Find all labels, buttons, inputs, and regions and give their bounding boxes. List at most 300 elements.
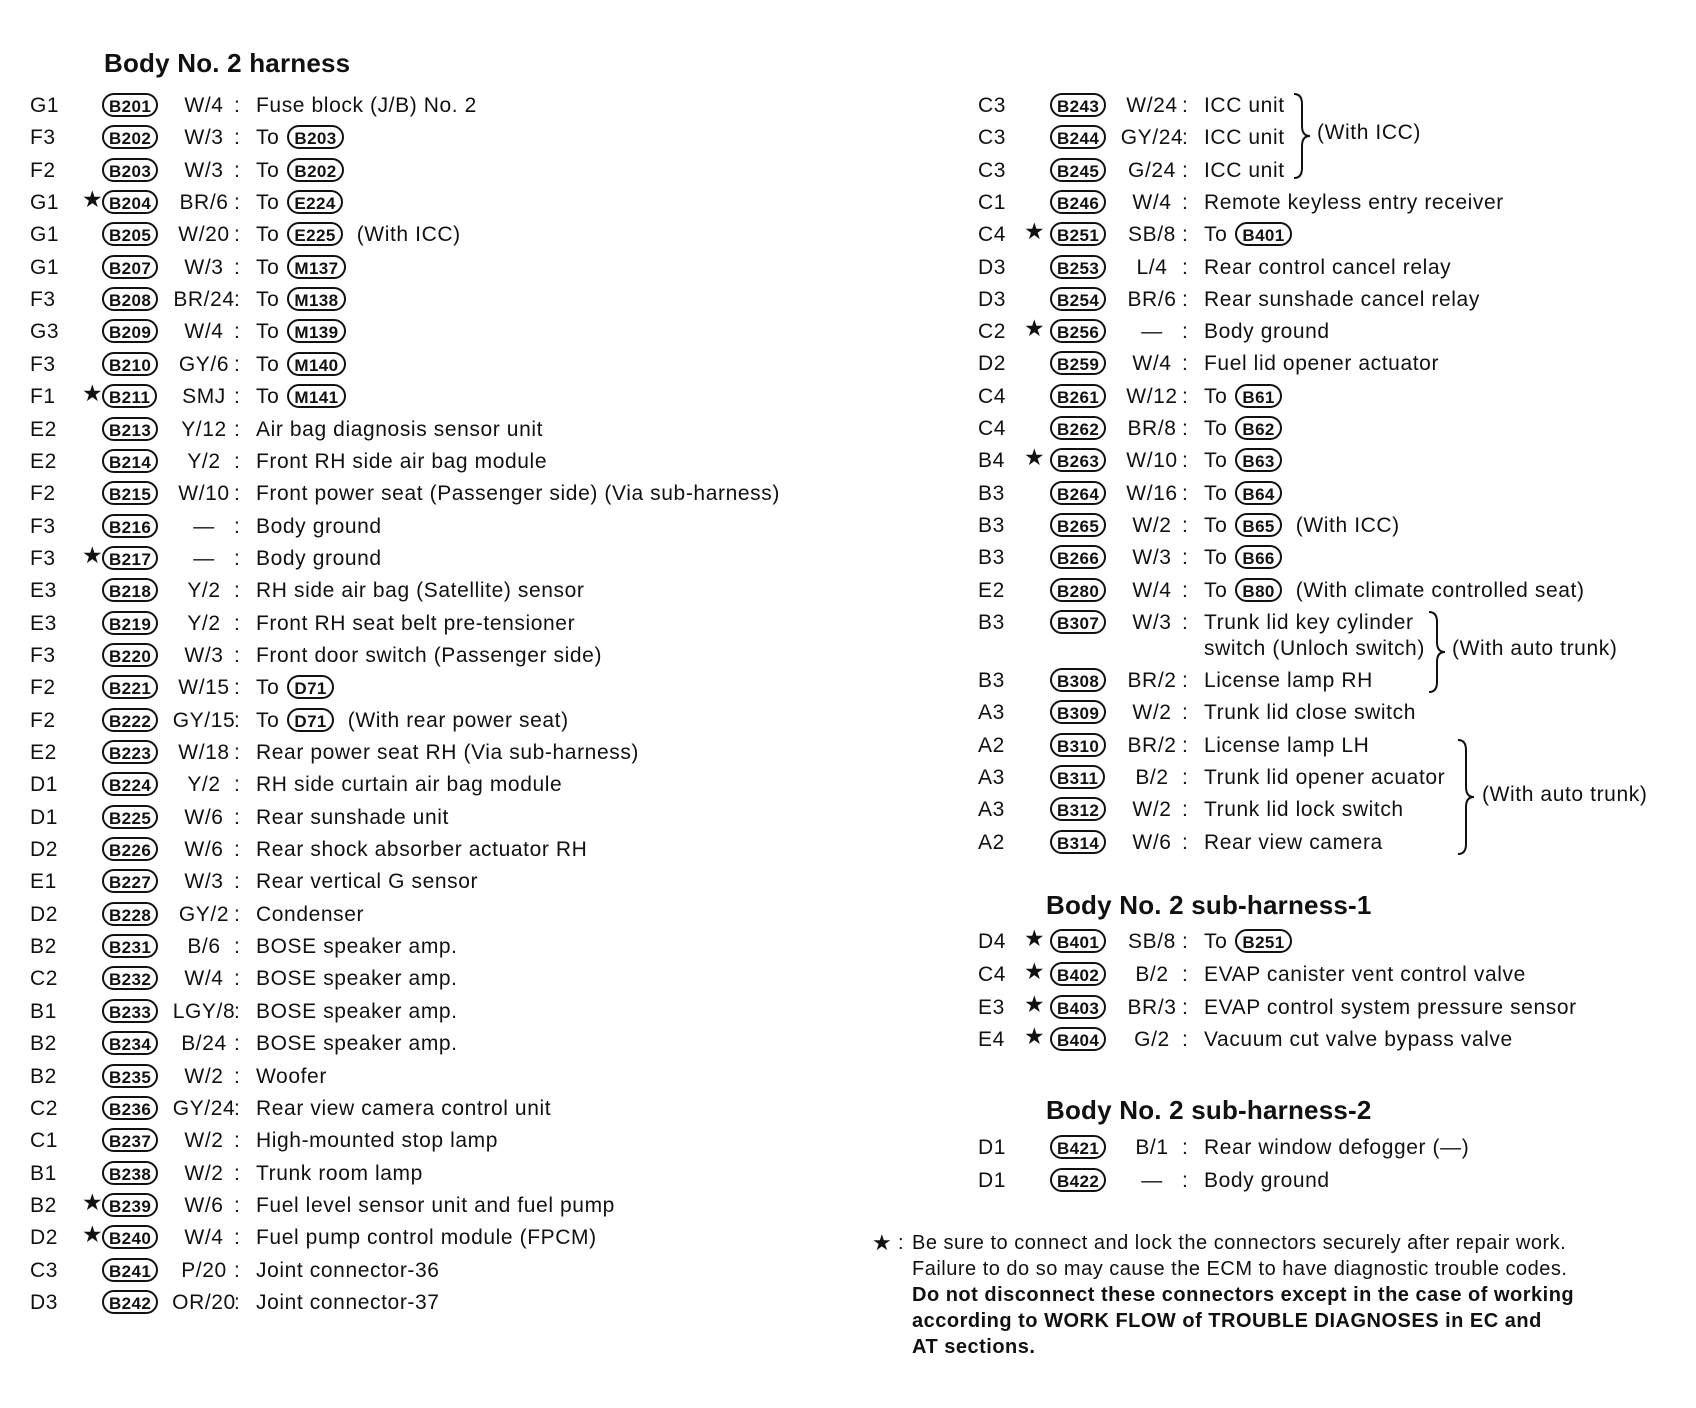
wire-spec: — (193, 546, 215, 570)
connector-badge: B421 (1050, 1135, 1106, 1159)
connector-row (30, 640, 850, 672)
wire-spec: Y/2 (187, 773, 221, 797)
connector-badge-wrap (102, 349, 158, 381)
description (1204, 542, 1282, 574)
connector-badge-wrap (102, 414, 158, 446)
connector-badge-wrap (102, 834, 158, 866)
brace-label-with-auto-trunk-2: (With auto trunk) (1482, 783, 1648, 806)
condition-note: (With climate controlled seat) (1295, 578, 1585, 602)
description-text: Rear view camera control unit (256, 1096, 552, 1120)
description (256, 899, 364, 931)
target-connector-badge: M137 (287, 255, 345, 279)
connector-row (30, 899, 850, 931)
grid-ref: B4 (978, 449, 1005, 473)
section-title-sub-harness-1: Body No. 2 sub-harness-1 (1046, 890, 1372, 920)
description (256, 1222, 597, 1254)
footnote-line-2: Failure to do so may cause the ECM to have diagnostic trouble codes. (912, 1258, 1568, 1280)
grid-ref: G3 (30, 320, 60, 344)
connector-row (30, 349, 850, 381)
brace-icc (1292, 92, 1312, 185)
colon-separator: : (234, 643, 241, 667)
connector-badge-wrap (102, 252, 158, 284)
grid-ref: C1 (30, 1129, 59, 1153)
connector-row (978, 1132, 1638, 1164)
connector-row (978, 284, 1638, 316)
description (256, 1190, 615, 1222)
description (256, 252, 346, 284)
connector-row (978, 381, 1638, 413)
wire-spec: W/6 (184, 805, 224, 829)
condition-note: (With rear power seat) (347, 708, 569, 732)
colon-separator: : (234, 741, 241, 764)
star-icon: ★ (82, 186, 104, 213)
grid-ref: B2 (30, 935, 57, 959)
description (1204, 413, 1282, 445)
connector-badge-wrap (1050, 381, 1106, 413)
description-text: BOSE speaker amp. (256, 1032, 458, 1056)
connector-badge: B211 (102, 384, 157, 408)
wire-spec: W/24 (1126, 94, 1178, 117)
target-connector-badge: B63 (1235, 448, 1281, 472)
connector-row (30, 575, 850, 607)
wire-spec: GY/6 (178, 352, 230, 376)
wire-spec: — (1141, 1168, 1163, 1192)
connector-badge: B265 (1050, 513, 1106, 537)
wire-spec: W/4 (184, 320, 224, 344)
wire-spec: — (1141, 320, 1163, 344)
description-text: To (1204, 417, 1228, 440)
connector-row (30, 1190, 850, 1222)
grid-ref: B1 (30, 999, 57, 1023)
connector-badge: B244 (1050, 125, 1106, 149)
colon-separator: : (1182, 995, 1189, 1019)
description-text: BOSE speaker amp. (256, 935, 458, 959)
connector-row (30, 996, 850, 1028)
grid-ref: C4 (978, 417, 1007, 440)
colon-separator: : (234, 1064, 241, 1088)
colon-separator: : (1182, 352, 1189, 376)
wire-spec: W/6 (184, 838, 224, 862)
description (256, 349, 346, 381)
condition-note: (With ICC) (1295, 513, 1400, 537)
grid-ref: C2 (30, 1096, 59, 1120)
description-text: Trunk lid key cylinder (1204, 610, 1414, 634)
grid-ref: B2 (30, 1193, 57, 1217)
connector-badge: B314 (1050, 830, 1106, 854)
grid-ref: E3 (30, 579, 57, 603)
connector-badge: B223 (102, 740, 158, 764)
description-text: To (1204, 578, 1228, 602)
connector-badge: B310 (1050, 733, 1106, 757)
grid-ref: C4 (978, 962, 1007, 986)
grid-ref: B2 (30, 1064, 57, 1088)
connector-badge-wrap (102, 478, 158, 510)
connector-row (978, 413, 1638, 445)
connector-row (30, 963, 850, 995)
connector-badge: B204 (102, 190, 158, 214)
colon-separator: : (234, 126, 241, 150)
description-text: Body ground (1204, 1168, 1330, 1192)
connector-row (30, 252, 850, 284)
grid-ref: C1 (978, 190, 1007, 214)
wire-spec: BR/2 (1127, 669, 1177, 693)
description-text: Rear window defogger (—) (1204, 1136, 1470, 1159)
colon-separator: : (1182, 578, 1189, 602)
description (256, 705, 569, 737)
description (1204, 1165, 1330, 1197)
description (1204, 827, 1383, 859)
footnote-line-1: Be sure to connect and lock the connectors securely after repair work. (912, 1232, 1567, 1254)
colon-separator: : (234, 579, 241, 603)
colon-separator: : (234, 158, 241, 182)
connector-badge: B202 (102, 125, 158, 149)
wire-spec: GY/15 (172, 708, 236, 732)
wire-spec: B/2 (1135, 766, 1169, 789)
connector-row (30, 187, 850, 219)
description-text: To (256, 320, 280, 344)
description (256, 737, 639, 769)
connector-badge: B220 (102, 643, 158, 667)
connector-badge: B222 (102, 708, 158, 732)
description (256, 866, 478, 898)
description (1204, 1024, 1513, 1056)
star-icon: ★ (82, 1221, 104, 1248)
grid-ref: C2 (978, 320, 1007, 344)
grid-ref: E3 (978, 995, 1005, 1019)
connector-row (30, 543, 850, 575)
description (256, 996, 458, 1028)
connector-badge-wrap (102, 1125, 158, 1157)
description-text: Trunk lid opener acuator (1204, 766, 1446, 789)
connector-badge-wrap (1050, 1024, 1106, 1056)
colon-separator: : (234, 838, 241, 862)
description (256, 608, 575, 640)
description (1204, 926, 1292, 958)
connector-badge: B238 (102, 1161, 158, 1185)
grid-ref: A2 (978, 830, 1005, 854)
connector-badge: B208 (102, 287, 158, 311)
connector-badge-wrap (102, 802, 158, 834)
colon-separator: : (1182, 1136, 1189, 1159)
target-connector-badge: B401 (1235, 222, 1291, 246)
description-text: Body ground (256, 546, 382, 570)
wire-spec: W/4 (184, 1226, 224, 1250)
connector-badge: B236 (102, 1096, 158, 1120)
wire-spec: W/12 (1126, 384, 1178, 408)
connector-badge: B231 (102, 934, 158, 958)
wire-spec: BR/6 (1127, 287, 1177, 311)
description-text: RH side curtain air bag module (256, 773, 563, 797)
connector-row (30, 446, 850, 478)
colon-separator: : (234, 352, 241, 376)
connector-badge: B215 (102, 481, 158, 505)
target-connector-badge: D71 (287, 708, 333, 732)
description (1204, 665, 1373, 697)
description (256, 963, 458, 995)
wire-spec: W/4 (1132, 190, 1172, 214)
wire-spec: W/10 (1126, 449, 1178, 473)
connector-badge-wrap (1050, 1132, 1106, 1164)
grid-ref: B3 (978, 481, 1005, 505)
grid-ref: D2 (30, 838, 59, 862)
connector-badge-wrap (102, 672, 158, 704)
connector-badge-wrap (102, 769, 158, 801)
connector-row (978, 697, 1638, 729)
brace-auto-trunk-1 (1427, 610, 1447, 699)
connector-badge-wrap (1050, 992, 1106, 1024)
target-connector-badge: B64 (1235, 481, 1281, 505)
brace-auto-trunk-2 (1456, 738, 1476, 861)
connector-row (30, 1028, 850, 1060)
connector-badge-wrap (102, 1255, 158, 1287)
wire-spec: W/3 (1132, 546, 1172, 570)
grid-ref: G1 (30, 191, 60, 215)
connector-row (978, 348, 1638, 380)
description-text: High-mounted stop lamp (256, 1129, 498, 1153)
wire-spec: BR/8 (1127, 417, 1177, 440)
description (256, 316, 346, 348)
connector-row (978, 445, 1638, 477)
colon-separator: : (1182, 320, 1189, 344)
footnote-colon: : (898, 1232, 905, 1254)
connector-badge-wrap (102, 608, 158, 640)
description-text: Front RH seat belt pre-tensioner (256, 611, 576, 635)
description-text: To (256, 676, 280, 700)
wire-spec: G/2 (1134, 1028, 1170, 1052)
connector-badge: B240 (102, 1225, 158, 1249)
colon-separator: : (1182, 190, 1189, 214)
connector-row (30, 1093, 850, 1125)
connector-row (30, 672, 850, 704)
description (256, 1158, 423, 1190)
colon-separator: : (1182, 701, 1189, 725)
description-text: Rear sunshade cancel relay (1204, 287, 1480, 311)
wire-spec: B/24 (181, 1032, 227, 1056)
connector-row (978, 730, 1638, 762)
description-text: Front RH side air bag module (256, 449, 548, 473)
colon-separator: : (234, 935, 241, 959)
footnote-bold-line-2: according to WORK FLOW of TROUBLE DIAGNOSES in EC and (912, 1310, 1542, 1332)
description-text: ICC unit (1204, 158, 1285, 182)
grid-ref: F3 (30, 352, 56, 376)
description (256, 543, 382, 575)
connector-badge: B307 (1050, 610, 1106, 634)
connector-row (978, 478, 1638, 510)
connector-badge: B224 (102, 772, 158, 796)
connector-badge-wrap (1050, 1165, 1106, 1197)
connector-badge: B210 (102, 352, 158, 376)
description (256, 1125, 498, 1157)
connector-badge-wrap (102, 122, 158, 154)
wire-spec: W/2 (184, 1129, 224, 1153)
connector-row (30, 478, 850, 510)
connector-badge-wrap (102, 575, 158, 607)
grid-ref: D1 (978, 1168, 1007, 1192)
grid-ref: C4 (978, 223, 1007, 247)
grid-ref: E2 (30, 449, 57, 473)
description-text: To (256, 288, 280, 312)
target-connector-badge: M140 (287, 352, 345, 376)
description (1204, 478, 1282, 510)
description (1204, 445, 1282, 477)
description (256, 155, 344, 187)
connector-badge: B264 (1050, 481, 1106, 505)
connector-badge-wrap (102, 1061, 158, 1093)
connector-row (30, 316, 850, 348)
star-icon: ★ (1024, 1023, 1046, 1050)
wire-spec: Y/2 (187, 611, 221, 635)
grid-ref: D3 (30, 1290, 59, 1314)
target-connector-badge: B61 (1235, 384, 1281, 408)
connector-badge: B217 (102, 546, 158, 570)
description (1204, 794, 1404, 826)
description-text: Fuel pump control module (FPCM) (256, 1226, 597, 1250)
star-icon: ★ (82, 380, 104, 407)
connector-badge: B309 (1050, 700, 1106, 724)
colon-separator: : (1182, 962, 1189, 986)
description (1204, 381, 1282, 413)
connector-badge: B261 (1050, 384, 1106, 408)
description (1204, 1132, 1469, 1164)
colon-separator: : (234, 417, 241, 441)
colon-separator: : (1182, 481, 1189, 505)
description-text: To (256, 255, 280, 279)
connector-badge: B218 (102, 578, 158, 602)
description-text: EVAP control system pressure sensor (1204, 995, 1577, 1019)
connector-badge: B263 (1050, 448, 1106, 472)
description-text: Vacuum cut valve bypass valve (1204, 1028, 1513, 1052)
grid-ref: B3 (978, 610, 1005, 634)
connector-row (30, 1255, 850, 1287)
colon-separator: : (234, 611, 241, 635)
wire-spec: W/3 (184, 870, 224, 894)
description-text: Remote keyless entry receiver (1204, 190, 1504, 214)
connector-row (978, 827, 1638, 859)
connector-row (30, 511, 850, 543)
description (1204, 959, 1526, 991)
wire-spec: W/10 (178, 482, 230, 506)
star-icon: ★ (82, 1188, 104, 1215)
target-connector-badge: D71 (287, 675, 333, 699)
wire-spec: W/4 (184, 94, 224, 117)
colon-separator: : (1182, 930, 1189, 953)
grid-ref: D3 (978, 287, 1007, 311)
wire-spec: W/6 (1132, 830, 1172, 854)
wire-spec: W/3 (1132, 610, 1172, 634)
connector-badge-wrap (102, 737, 158, 769)
description (1204, 122, 1285, 154)
grid-ref: D2 (30, 1226, 59, 1250)
description-text: License lamp RH (1204, 669, 1373, 693)
description (256, 414, 543, 446)
wire-spec: W/4 (1132, 352, 1172, 376)
connector-row (30, 155, 850, 187)
colon-separator: : (234, 223, 241, 247)
colon-separator: : (1182, 255, 1189, 279)
grid-ref: B2 (30, 1032, 57, 1056)
connector-badge-wrap (102, 705, 158, 737)
connector-badge-wrap (102, 1158, 158, 1190)
description-text: To (1204, 513, 1228, 537)
colon-separator: : (234, 449, 241, 473)
description-text: Body ground (1204, 320, 1330, 344)
colon-separator: : (234, 191, 241, 215)
connector-row (30, 122, 850, 154)
connector-badge-wrap (1050, 959, 1106, 991)
connector-row (30, 1125, 850, 1157)
connector-badge-wrap (1050, 252, 1106, 284)
colon-separator: : (1182, 830, 1189, 854)
connector-badge: B311 (1050, 765, 1105, 789)
wire-spec: SMJ (182, 385, 226, 409)
colon-separator: : (234, 1032, 241, 1056)
description (256, 284, 346, 316)
description-text: To (256, 708, 280, 732)
colon-separator: : (234, 1096, 241, 1120)
colon-separator: : (234, 1290, 241, 1314)
connector-badge-wrap (102, 284, 158, 316)
connector-badge: B203 (102, 158, 158, 182)
connector-badge: B266 (1050, 545, 1106, 569)
wire-spec: W/20 (178, 223, 230, 247)
connector-badge-wrap (1050, 122, 1106, 154)
connector-badge-wrap (1050, 827, 1106, 859)
description-text: To (1204, 449, 1228, 473)
wire-spec: SB/8 (1128, 930, 1176, 953)
connector-badge-wrap (1050, 413, 1106, 445)
description (256, 122, 344, 154)
description (256, 381, 346, 413)
wire-spec: W/6 (184, 1193, 224, 1217)
connector-badge-wrap (102, 187, 158, 219)
connector-badge-wrap (102, 899, 158, 931)
grid-ref: F3 (30, 288, 56, 312)
connector-badge-wrap (1050, 665, 1106, 697)
connector-badge-wrap (102, 996, 158, 1028)
connector-badge: B201 (102, 93, 158, 117)
wire-spec: L/4 (1136, 255, 1168, 279)
connector-badge: B239 (102, 1193, 158, 1217)
connector-badge-wrap (1050, 90, 1106, 122)
description-text: License lamp LH (1204, 733, 1370, 757)
description-text: Body ground (256, 514, 382, 538)
grid-ref: F2 (30, 158, 56, 182)
connector-badge-wrap (102, 1093, 158, 1125)
colon-separator: : (234, 482, 241, 506)
connector-badge-wrap (102, 640, 158, 672)
connector-badge-wrap (1050, 607, 1106, 639)
connector-row (978, 219, 1638, 251)
connector-row (30, 737, 850, 769)
wire-spec: W/2 (1132, 701, 1172, 725)
colon-separator: : (234, 94, 241, 117)
brace-label-with-icc: (With ICC) (1317, 121, 1421, 144)
connector-badge: B402 (1050, 962, 1106, 986)
colon-separator: : (1182, 669, 1189, 693)
colon-separator: : (234, 320, 241, 344)
grid-ref: E3 (30, 611, 57, 635)
connector-badge-wrap (1050, 542, 1106, 574)
grid-ref: D1 (978, 1136, 1007, 1159)
grid-ref: F3 (30, 546, 56, 570)
connector-badge: B280 (1050, 578, 1106, 602)
description-text: Rear sunshade unit (256, 805, 449, 829)
description-text: Joint connector-36 (256, 1258, 440, 1282)
connector-badge-wrap (102, 446, 158, 478)
connector-row (30, 1287, 850, 1319)
description (1204, 284, 1480, 316)
wire-spec: W/2 (1132, 798, 1172, 822)
